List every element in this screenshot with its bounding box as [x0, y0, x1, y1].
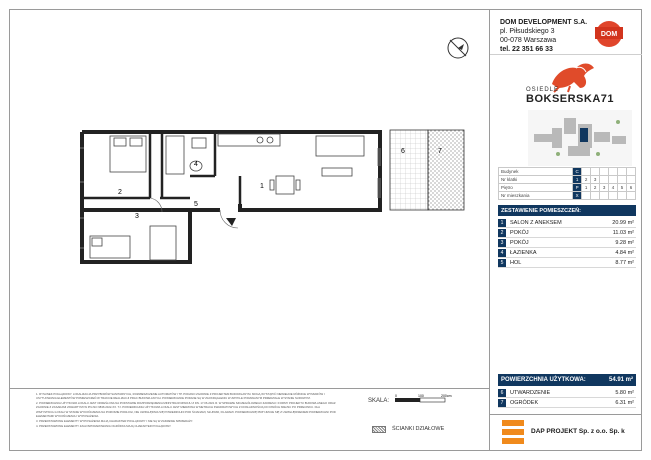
panel-divider: [489, 9, 490, 451]
room-number: 3: [498, 239, 506, 247]
room-row: [498, 239, 636, 248]
scale-tick: 0: [395, 394, 397, 398]
scale-tick: 200cm: [441, 394, 452, 398]
extra-number: 7: [498, 399, 506, 407]
plan-label-3: 3: [135, 213, 139, 220]
info-row-stairwell: [499, 176, 636, 184]
info-label: Nr mieszkania: [499, 192, 573, 200]
info-row-floor: [499, 184, 636, 192]
extra-row: [498, 399, 636, 408]
usable-area-label: POWIERZCHNIA UŻYTKOWA:: [501, 377, 586, 383]
plan-label-4: 4: [194, 161, 198, 168]
extra-number: 6: [498, 389, 506, 397]
room-name: ŁAZIENKA: [510, 250, 537, 256]
info-option: 3: [591, 176, 600, 184]
estate-name-line1: OSIEDLE: [526, 87, 560, 93]
room-area: 4.84 m²: [615, 250, 634, 256]
room-number: 4: [498, 249, 506, 257]
north-compass-icon: [446, 36, 470, 60]
room-row: [498, 219, 636, 228]
info-option: 2: [591, 184, 600, 192]
info-selected: X: [572, 192, 581, 200]
room-area: 11.03 m²: [612, 230, 634, 236]
extra-name: UTWARDZENIE: [510, 390, 551, 396]
info-selected: 1: [572, 176, 581, 184]
plan-label-7: 7: [438, 148, 442, 155]
room-name: POKÓJ: [510, 230, 529, 236]
notes-separator: [9, 388, 489, 389]
note-text: 1. RYSUNEK POGLĄDOWY. LOKALIZACJA PRZYBORÓW SANITARNYCH, ROZMIESZCZENIE AUTOMATÓW I TP. PODANO ZGODNIE Z PROJEKTEM BUDOWLANYM. MOGĄ WYSTĄPIĆ NIEWIELKIE RÓŻNICE WYMIARÓW I USYTUOWANIA ELEMENTÓW POMIESZCZEŃ W TRAKCIE REALIZACJI PRAC BUDOWLANYCH. POWIERZCHNIE PODANE SĄ W ZAOKRĄGLENIU W ZWYKLE PODAWANYM PRZEDZIALE W STANIE SUROWYM.: [36, 392, 325, 401]
scale-tick: 100: [418, 394, 424, 398]
info-option: 1: [582, 184, 591, 192]
rooms-header: ZESTAWIENIE POMIESZCZEŃ:: [498, 205, 636, 216]
info-selected: C: [572, 168, 581, 176]
room-number: 5: [498, 259, 506, 267]
legend-walls-label: ŚCIANKI DZIAŁOWE: [392, 426, 445, 432]
info-label: Nr klatki: [499, 176, 573, 184]
room-number: 2: [498, 229, 506, 237]
plan-label-2: 2: [118, 189, 122, 196]
room-row: [498, 259, 636, 268]
extra-name: OGRÓDEK: [510, 400, 539, 406]
room-name: POKÓJ: [510, 240, 529, 246]
plan-label-5: 5: [194, 201, 198, 208]
dap-projekt-logo: [502, 420, 524, 444]
plan-label-1: 1: [260, 183, 264, 190]
room-row: [498, 249, 636, 258]
note-text: 3. PRZEDSTAWIONE ELEMENTY WYPOSAŻENIA MAJĄ CHARAKTER POGLĄDOWY I NIE SĄ W ZAKRESIE SPRZEDAŻY.: [36, 418, 193, 423]
room-row: [498, 229, 636, 238]
room-number: 1: [498, 219, 506, 227]
dom-development-logo: [592, 20, 626, 48]
extra-area: 5.80 m²: [615, 390, 634, 396]
scale-label: SKALA:: [368, 398, 390, 404]
info-option: 4: [609, 184, 618, 192]
plan-label-6: 6: [401, 148, 405, 155]
floor-plan: [70, 118, 475, 278]
company-street: pl. Piłsudskiego 3: [500, 28, 555, 35]
room-area: 20.99 m²: [612, 220, 634, 226]
info-label: Budynek: [499, 168, 573, 176]
info-row-building: [499, 168, 636, 176]
usable-area-value: 54.91 m²: [608, 377, 633, 383]
room-area: 9.28 m²: [615, 240, 634, 246]
info-option: 5: [618, 184, 627, 192]
info-selected: P: [572, 184, 581, 192]
info-row-unit: [499, 192, 636, 200]
company-address: [500, 18, 587, 54]
extra-row: [498, 389, 636, 398]
unit-info-table: [498, 167, 636, 200]
extra-area: 6.31 m²: [615, 400, 634, 406]
note-text: 2. POWIERZCHNIA UŻYTKOWA LOKALU JEST OKREŚLONA NA PODSTAWIE ROZPORZĄDZENIA MINISTRA ROZWOJU Z DN. 17.06.2021 R. W SPRAWIE SZCZEGÓŁOWEGO ZAKRESU I FORMY PROJEKTU BUDOWLANEGO ORAZ ZGODNIE Z ZASADAMI ZAWARTYMI W PN-ISO 9836:2022-XX. TJ. POWIERZCHNIA UŻYTKOWA LOKALU JEST MIERZONA W METRACH KWADRATOWYCH Z DOKŁADNOŚCIĄ DO DWÓCH MIEJSC PO PRZECINKU. DLA WSZYSTKICH LOKALI W STANIE WYKOŃCZENIA NA POZIOMIE PODŁOGI, NIE UWZGLĘDNIA SIĘ POWIERZCHNI POD ŚCIANAMI, SŁUPAMI, FILARAMI. POWIERZCHNIĘ PRZYJMUJE SIĘ Z UWZGLĘDNIENIEM POWIERZCHNI POD ELEMENTAMI WYKOŃCZENIA I WYPOSAŻENIA.: [36, 401, 336, 418]
note-text: 4. PRZEDSTAWIONE ELEMENTY ZAGOSPODAROWANIA OGRÓDKA MAJĄ CHARAKTER POGLĄDOWY.: [36, 423, 172, 428]
info-label: Piętro: [499, 184, 573, 192]
room-name: SALON Z ANEKSEM: [510, 220, 562, 226]
room-area: 8.77 m²: [615, 260, 634, 266]
site-keyplan: [528, 110, 632, 166]
info-option: 2: [582, 176, 591, 184]
info-option: 3: [600, 184, 609, 192]
estate-name-line2: BOKSERSKA71: [526, 93, 615, 105]
company-name: DOM DEVELOPMENT S.A.: [500, 19, 588, 26]
header-separator: [490, 54, 642, 55]
designer-separator: [490, 414, 642, 415]
scale-bar: [395, 393, 465, 403]
room-name: HOL: [510, 260, 522, 266]
company-city: 00-078 Warszawa: [500, 37, 557, 44]
info-option: 6: [626, 184, 635, 192]
legend-walls-swatch: [372, 426, 386, 433]
company-phone: tel. 22 351 66 33: [500, 46, 553, 53]
usable-area-bar: [498, 374, 636, 386]
notes-block: [36, 392, 336, 429]
designer-name: DAP PROJEKT Sp. z o.o. Sp. k: [531, 428, 625, 435]
dom-logo-text: DOM: [600, 31, 618, 38]
